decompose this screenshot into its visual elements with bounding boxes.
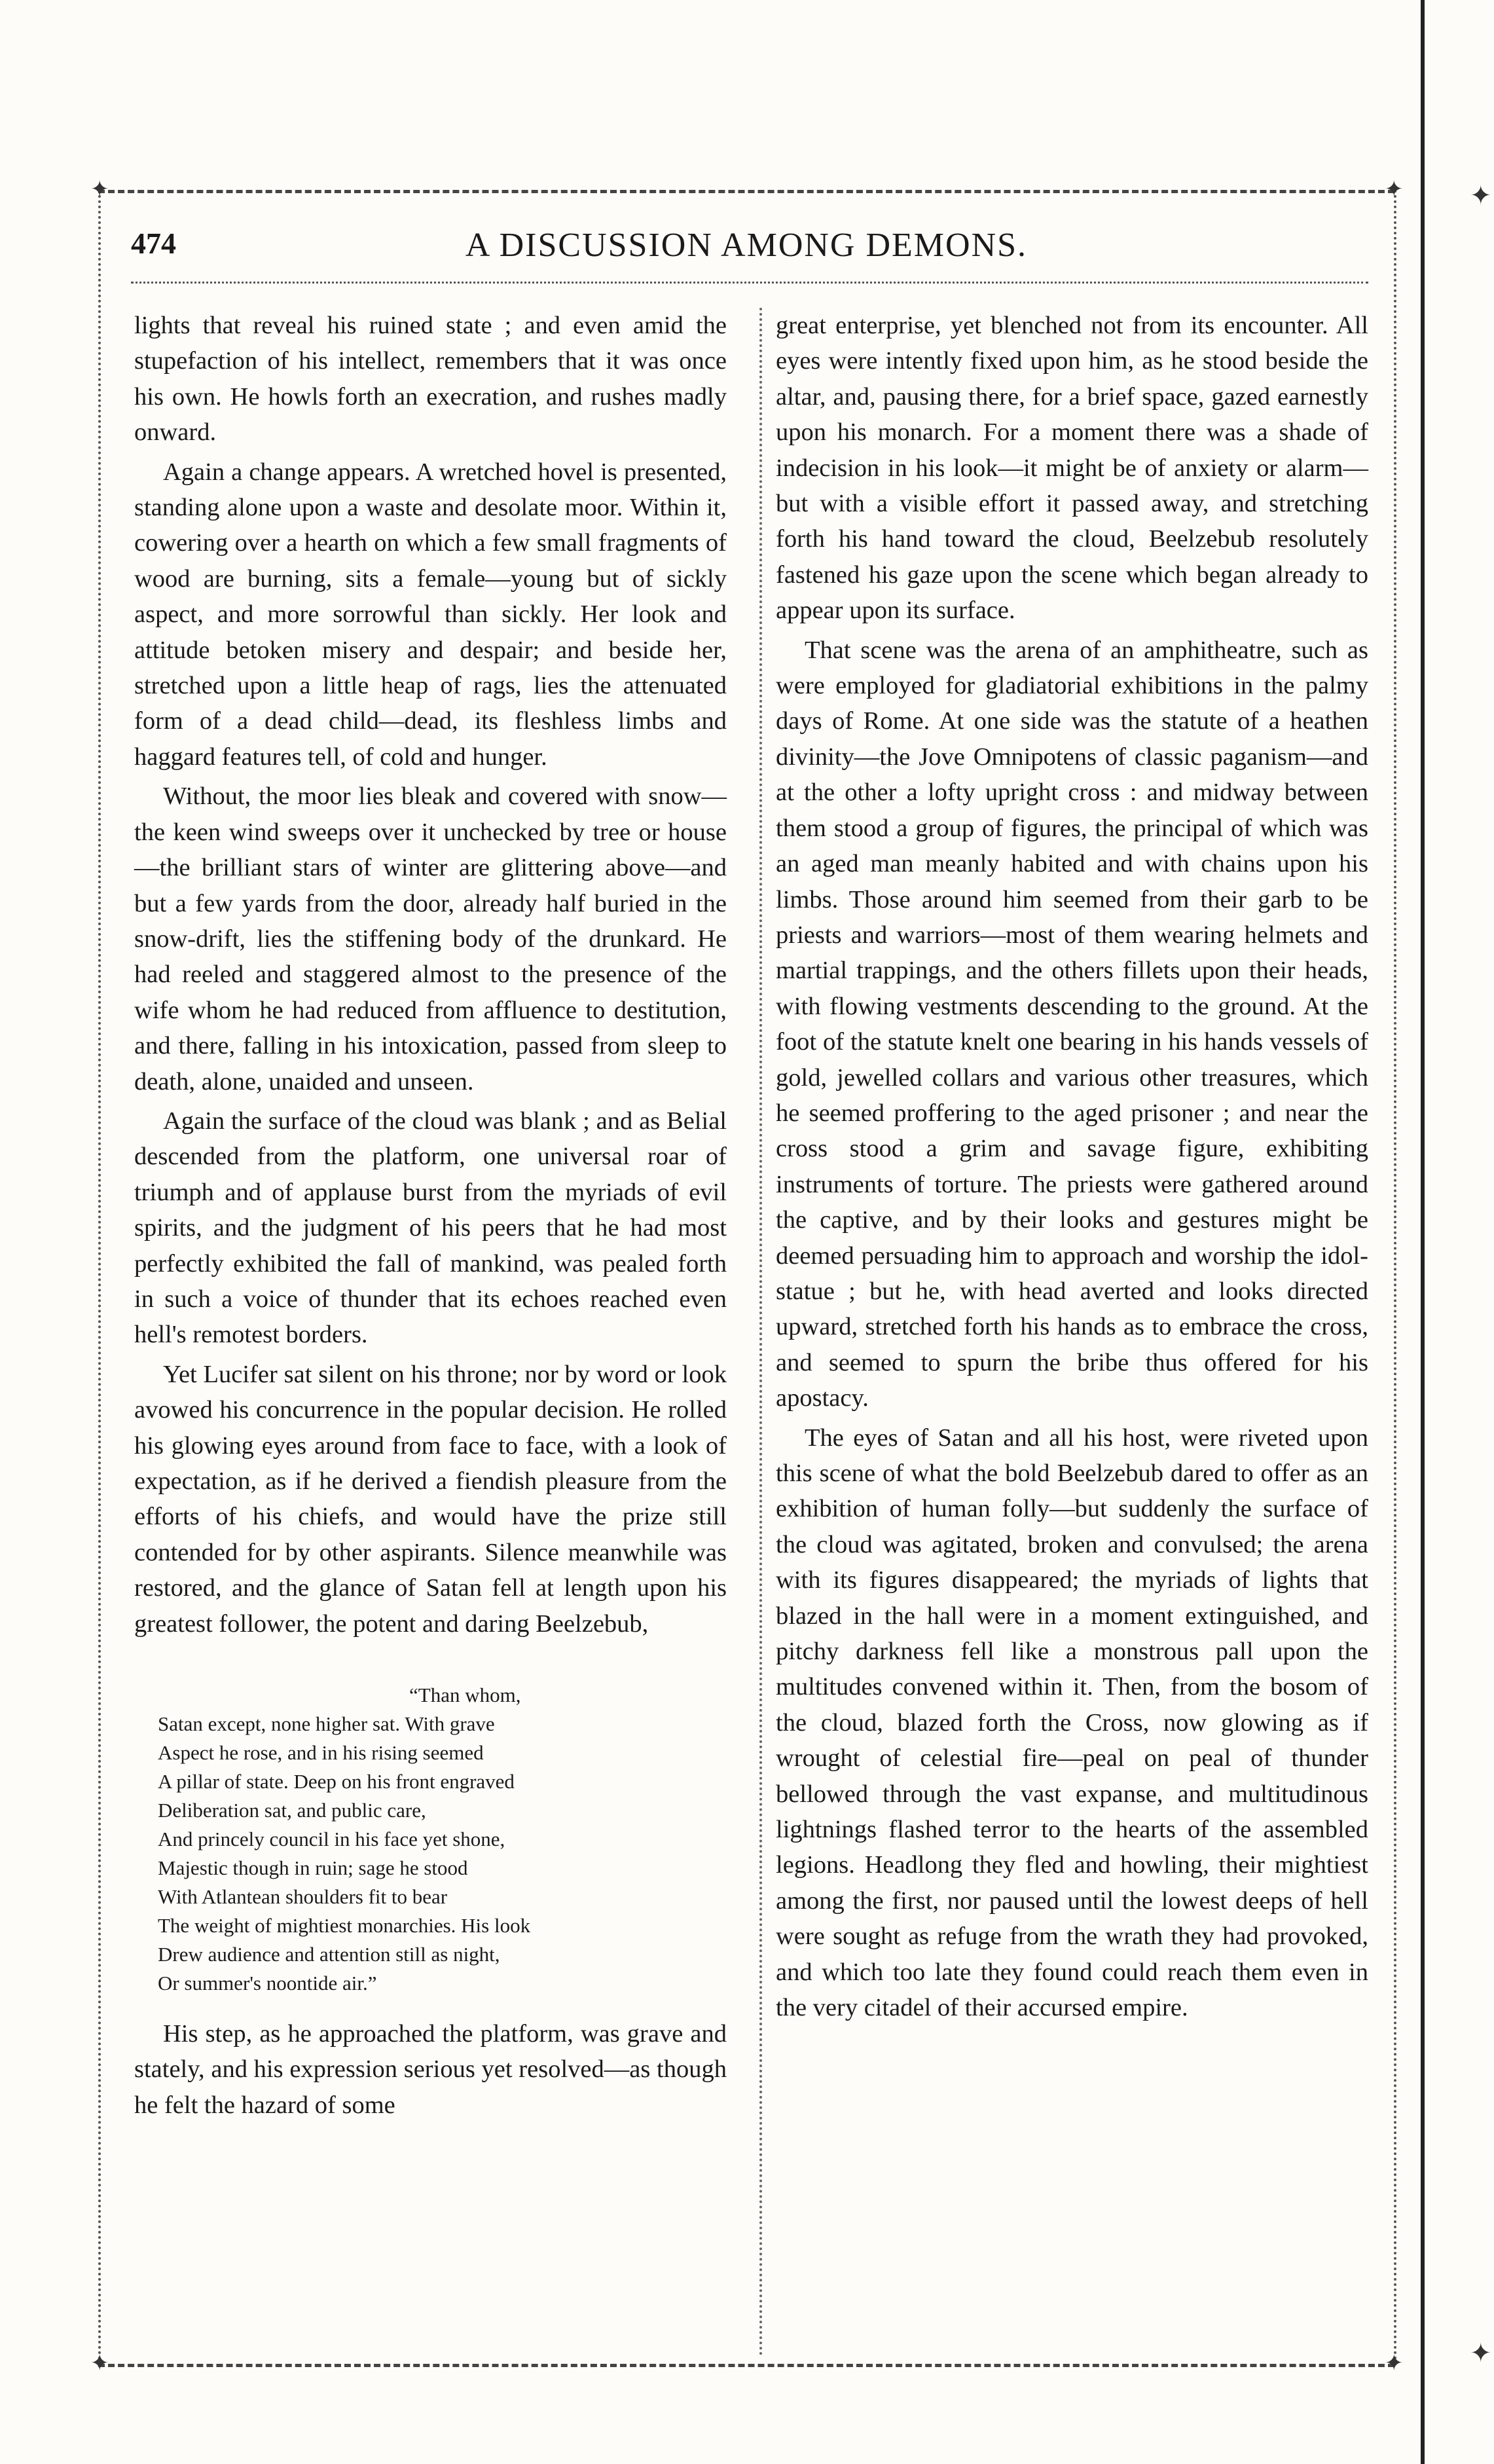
verse-line: Drew audience and attention still as night, [158, 1943, 500, 1966]
paragraph: Without, the moor lies bleak and covered with snow—the keen wind sweeps over it unchecked by tree or house—the brilliant stars of winter are glittering above—and but a few yards from the door, already half buried in the snow-drift, lies the stiffening body of the drunkard. He had reeled and staggered almost to the presence of the wife whom he had reduced from affluence to destitution, and there, falling in his intoxication, passed from sleep to death, alone, unaided and unseen. [134, 782, 727, 1095]
verse-line: The weight of mightiest monarchies. His look [158, 1914, 531, 1938]
verse-line: With Atlantean shoulders fit to bear [158, 1885, 448, 1909]
header-rule [131, 282, 1368, 284]
verse-line: Majestic though in ruin; sage he stood [158, 1856, 468, 1880]
paragraph: The eyes of Satan and all his host, were riveted upon this scene of what the bold Beelzebub dared to offer as an exhibition of human folly—but suddenly the surface of the cloud was agitated, broken and convulsed; the arena with its figures disappeared; the myriads of lights that blazed in the hall were in a moment extinguished, and pitchy darkness fell like a monstrous pall upon the multitudes convened within it. Then, from the bosom of the cloud, blazed forth the Cross, now glowing as if wrought of celestial fire—peal on peal of thunder bellowed through the vast expanse, and multitudinous lightnings flashed terror to the hearts of the assembled legions. Headlong they fled and howling, their mightiest among the first, nor paused until the lowest deeps of hell were sought as refuge from the wrath they had provoked, and which too late they found could reach them even in the very citadel of their accursed empire. [776, 1424, 1368, 2022]
column-divider [759, 308, 762, 2357]
page-header [98, 216, 1394, 282]
facing-page-ornament-icon: ✦ [1470, 181, 1492, 210]
paragraph: His step, as he approached the platform, was grave and stately, and his expression serious yet resolved—as though he felt the hazard of some [134, 2020, 727, 2119]
paragraph: great enterprise, yet blenched not from its encounter. All eyes were intently fixed upon him, as he stood beside the altar, and, pausing there, for a brief space, gazed earnestly upon his monarch. For a moment there was a shade of indecision in his look—it might be of anxiety or alarm—but with a visible effort it passed away, and stretching forth his hand toward the cloud, Beelzebub resolutely fastened his gaze upon the scene which began already to appear upon its surface. [776, 312, 1368, 625]
verse-line: Or summer's noontide air.” [158, 1972, 377, 1995]
verse-line: A pillar of state. Deep on his front engraved [158, 1770, 515, 1793]
page-number: 474 [131, 227, 176, 260]
paragraph: Yet Lucifer sat silent on his throne; nor by word or look avowed his concurrence in the popular decision. He rolled his glowing eyes around from face to face, with a look of expectation, as if he derived a fiendish pleasure from the efforts of his chiefs, and would have the prize still contended for by other aspirants. Silence meanwhile was restored, and the glance of Satan fell at length upon his greatest follower, the potent and daring Beelzebub, [134, 1360, 727, 1638]
verse-quotation [134, 1681, 727, 1998]
corner-ornament-icon: ✦ [1385, 2351, 1404, 2376]
verse-line: And princely council in his face yet shone, [158, 1828, 505, 1851]
verse-line: Deliberation sat, and public care, [158, 1799, 426, 1822]
paragraph: Again the surface of the cloud was blank ; and as Belial descended from the platform, one universal roar of triumph and of applause burst from the myriads of evil spirits, and the judgment of his peers that he had most perfectly exhibited the fall of mankind, was pealed forth in such a voice of thunder that its echoes reached even hell's remotest borders. [134, 1107, 727, 1349]
paragraph: Again a change appears. A wretched hovel is presented, standing alone upon a waste and desolate moor. Within it, cowering over a hearth on which a few small fragments of wood are burning, sits a female—young but of sickly aspect, and more sorrowful than sickly. Her look and attitude betoken misery and despair; and beside her, stretched upon a little heap of rags, lies the attenuated form of a dead child—dead, its fleshless limbs and haggard features tell, of cold and hunger. [134, 458, 727, 771]
verse-line: “Than whom, [409, 1683, 521, 1707]
corner-ornament-icon: ✦ [90, 2351, 109, 2376]
corner-ornament-icon: ✦ [1385, 177, 1404, 202]
paragraph: That scene was the arena of an amphitheatre, such as were employed for gladiatorial exhibitions in the palmy days of Rome. At one side was the statute of a heathen divinity—the Jove Omnipotens of classic paganism—and at the other a lofty upright cross : and midway between them stood a group of figures, the principal of which was an aged man meanly habited and with chains upon his limbs. Those around him seemed from their garb to be priests and warriors—most of them wearing helmets and martial trappings, and the others fillets upon their heads, with flowing vestments descending to the ground. At the foot of the statute knelt one bearing in his hands vessels of gold, jewelled collars and various other treasures, which he seemed proffering to the aged prisoner ; and near the cross stood a grim and savage figure, exhibiting instruments of torture. The priests were gathered around the captive, and by their looks and gestures might be deemed persuading him to approach and worship the idol-statue ; but he, with head averted and looks directed upward, stretched forth his hands as to embrace the cross, and seemed to spurn the bribe thus offered for his apostacy. [776, 636, 1368, 1412]
verse-line: Aspect he rose, and in his rising seemed [158, 1741, 484, 1765]
facing-page-ornament-icon: ✦ [1470, 2338, 1492, 2368]
verse-line: Satan except, none higher sat. With grave [158, 1712, 495, 1736]
running-title: A DISCUSSION AMONG DEMONS. [465, 227, 1028, 264]
corner-ornament-icon: ✦ [90, 177, 109, 202]
right-column [776, 308, 1368, 2030]
paragraph: lights that reveal his ruined state ; and even amid the stupefaction of his intellect, remembers that it was once his own. He howls forth an execration, and rushes madly onward. [134, 312, 727, 447]
left-column [134, 308, 727, 2127]
facing-page-edge [1421, 0, 1425, 2464]
